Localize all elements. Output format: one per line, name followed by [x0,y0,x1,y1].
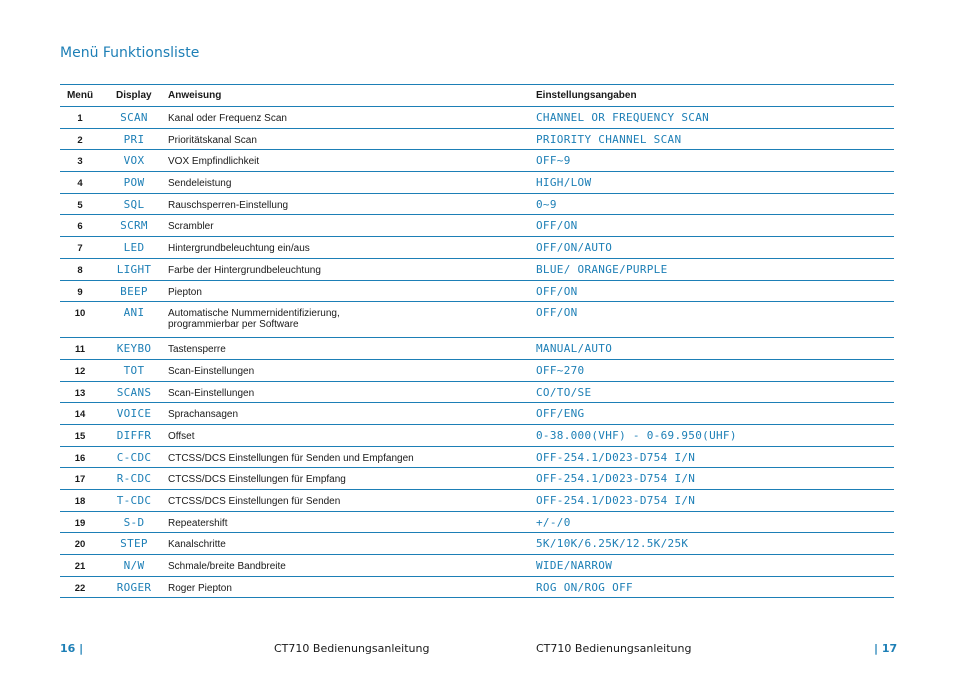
table-row [60,403,894,425]
menu-number: 17 [74,474,86,486]
display-code: R-CDC [116,472,152,486]
anweisung-text: Sprachansagen [168,409,239,421]
display-code: PRI [123,132,145,146]
anweisung-text: Scrambler [168,221,214,233]
table-row [60,533,894,555]
einstellung-value: 5K/10K/6.25K/12.5K/25K [536,537,689,551]
display-code: SCAN [120,111,148,124]
table-row [60,468,894,490]
display-code: C-CDC [116,450,152,464]
table-row [60,447,894,469]
einstellung-value: OFF-254.1/D023-D754 I/N [536,494,696,507]
menu-number: 12 [74,365,86,377]
anweisung-text: Prioritätskanal Scan [168,134,257,146]
table-row [60,577,894,599]
anweisung-text: Sendeleistung [168,178,232,190]
einstellung-value: OFF/ON/AUTO [536,241,613,255]
einstellung-value: HIGH/LOW [536,176,592,190]
einstellung-value: OFF/ON [536,284,578,298]
menu-number: 7 [77,243,83,255]
display-code: T-CDC [116,494,152,507]
anweisung-text: Scan-Einstellungen [168,365,255,377]
table-row [60,194,894,216]
display-code: SCANS [116,385,152,399]
table-row [60,215,894,237]
menu-number: 8 [77,264,83,276]
menu-number: 14 [74,409,86,421]
header-display: Display [116,90,152,101]
einstellung-value: 0~9 [536,197,557,211]
table-row [60,172,894,194]
table-row [60,259,894,281]
display-code: STEP [120,537,148,551]
page-number-right: | 17 [874,642,898,655]
display-code: ROGER [116,580,152,594]
menu-number: 1 [77,113,83,124]
anweisung-text: CTCSS/DCS Einstellungen für Senden [168,496,341,507]
einstellung-value: OFF/ENG [536,407,585,421]
anweisung-text: Automatische Nummernidentifizierung, programmierbar per Software [168,308,340,331]
display-code: N/W [123,559,145,573]
menu-function-table [60,84,894,598]
anweisung-text: CTCSS/DCS Einstellungen für Empfang [168,474,346,486]
menu-number: 18 [74,496,86,507]
einstellung-value: ROG ON/ROG OFF [536,580,633,594]
table-row [60,237,894,259]
einstellung-value: 0-38.000(VHF) - 0-69.950(UHF) [536,428,737,442]
einstellung-value: OFF-254.1/D023-D754 I/N [536,450,696,464]
display-code: VOICE [116,407,152,421]
anweisung-text: Piepton [168,286,202,298]
table-row [60,150,894,172]
einstellung-value: OFF~9 [536,154,571,168]
table-body [60,107,894,598]
menu-number: 5 [77,199,83,211]
einstellung-value: PRIORITY CHANNEL SCAN [536,132,682,146]
table-row [60,360,894,382]
footer-title-right: CT710 Bedienungsanleitung [536,642,692,655]
anweisung-text: Rauschsperren-Einstellung [168,199,289,211]
menu-number: 22 [74,582,86,594]
anweisung-text: CTCSS/DCS Einstellungen für Senden und Empfangen [168,452,414,464]
display-code: SQL [123,197,145,211]
menu-number: 3 [77,156,83,168]
header-menu: Menü [66,90,94,101]
einstellung-value: OFF-254.1/D023-D754 I/N [536,472,696,486]
table-row [60,512,894,534]
menu-number: 2 [77,134,83,146]
display-code: SCRM [120,219,148,233]
table-row [60,281,894,303]
einstellung-value: BLUE/ ORANGE/PURPLE [536,262,668,276]
einstellung-value: OFF/ON [536,219,578,233]
einstellung-value: CHANNEL OR FREQUENCY SCAN [536,111,710,124]
anweisung-text: Offset [168,430,195,442]
table-row [60,425,894,447]
menu-number: 9 [77,286,83,298]
table-row [60,129,894,151]
footer-title-left: CT710 Bedienungsanleitung [274,642,430,655]
display-code: TOT [123,363,145,377]
anweisung-text: Roger Piepton [168,582,232,594]
einstellung-value: +/-/0 [536,515,571,529]
anweisung-text: Tastensperre [168,344,226,356]
menu-number: 13 [74,387,86,399]
page-number-left: 16 | [60,642,84,655]
menu-number: 6 [77,221,83,233]
display-code: BEEP [120,284,148,298]
display-code: LIGHT [116,262,152,276]
menu-number: 16 [74,452,86,464]
anweisung-text: Hintergrundbeleuchtung ein/aus [168,243,310,255]
einstellung-value: MANUAL/AUTO [536,342,613,356]
einstellung-value: OFF~270 [536,363,585,377]
anweisung-text: Schmale/breite Bandbreite [168,561,286,573]
table-row [60,302,894,338]
table-row [60,382,894,404]
menu-number: 15 [74,430,86,442]
header-einstellung: Einstellungsangaben [536,90,637,101]
display-code: DIFFR [116,428,152,442]
anweisung-text: Kanalschritte [168,539,226,551]
table-row [60,490,894,512]
anweisung-text: Kanal oder Frequenz Scan [168,113,287,124]
display-code: VOX [123,154,145,168]
display-code: S-D [123,515,145,529]
anweisung-text: Repeatershift [168,517,228,529]
einstellung-value: CO/TO/SE [536,385,592,399]
display-code: POW [123,176,145,190]
anweisung-text: Scan-Einstellungen [168,387,255,399]
anweisung-text: Farbe der Hintergrundbeleuchtung [168,264,321,276]
anweisung-text: VOX Empfindlichkeit [168,156,260,168]
table-header [60,84,894,107]
page-title: Menü Funktionsliste [60,45,200,61]
einstellung-value: OFF/ON [536,306,578,320]
table-row [60,107,894,129]
table-row [60,555,894,577]
table-row [60,338,894,360]
menu-number: 11 [74,344,86,356]
menu-number: 4 [77,178,83,190]
menu-number: 20 [74,539,86,551]
header-anweisung: Anweisung [168,90,222,101]
display-code: LED [123,241,145,255]
display-code: KEYBO [116,342,152,356]
menu-number: 19 [74,517,86,529]
einstellung-value: WIDE/NARROW [536,559,613,573]
menu-number: 21 [74,561,86,573]
display-code: ANI [123,306,145,320]
menu-number: 10 [74,308,86,320]
